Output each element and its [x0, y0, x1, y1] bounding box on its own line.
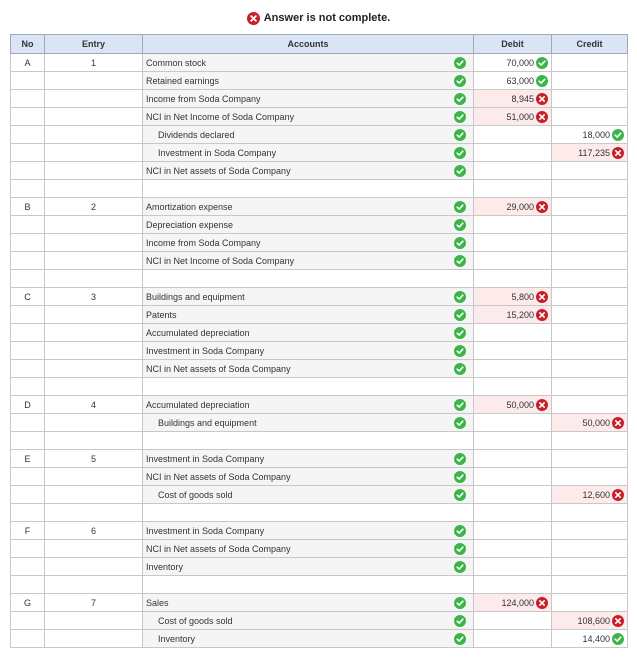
- check-circle-icon: [454, 309, 466, 321]
- row-no-cell: [11, 342, 45, 360]
- spacer-cell: [45, 432, 143, 450]
- credit-value: 14,400: [582, 633, 610, 644]
- check-circle-icon: [454, 327, 466, 339]
- row-no-cell: [11, 306, 45, 324]
- account-name: Sales: [146, 597, 169, 608]
- journal-entries-table: [10, 34, 628, 648]
- account-name: Buildings and equipment: [146, 291, 245, 302]
- credit-input[interactable]: [552, 414, 628, 432]
- row-entry-cell: 7: [45, 594, 143, 612]
- row-entry-cell: [45, 324, 143, 342]
- credit-value: 108,600: [577, 615, 610, 626]
- row-entry-cell: [45, 234, 143, 252]
- account-select[interactable]: [143, 54, 474, 72]
- debit-value: 50,000: [506, 399, 534, 410]
- spacer-cell: [552, 432, 628, 450]
- table-header-row: [11, 35, 628, 54]
- credit-input[interactable]: [552, 252, 628, 270]
- account-select[interactable]: [143, 306, 474, 324]
- account-name: Investment in Soda Company: [146, 453, 265, 464]
- account-select[interactable]: [143, 324, 474, 342]
- col-header-credit: Credit: [552, 35, 628, 54]
- credit-input[interactable]: [552, 468, 628, 486]
- row-no-cell: [11, 90, 45, 108]
- check-circle-icon: [454, 525, 466, 537]
- credit-input[interactable]: [552, 522, 628, 540]
- table-row: [11, 72, 628, 90]
- debit-input[interactable]: [474, 252, 552, 270]
- debit-input[interactable]: [474, 216, 552, 234]
- account-name: Retained earnings: [146, 75, 220, 86]
- spacer-cell: [11, 504, 45, 522]
- credit-input[interactable]: [552, 342, 628, 360]
- spacer-cell: [552, 504, 628, 522]
- account-name: NCI in Net assets of Soda Company: [146, 471, 291, 482]
- credit-input[interactable]: [552, 612, 628, 630]
- account-name: NCI in Net Income of Soda Company: [146, 111, 295, 122]
- spacer-cell: [143, 378, 474, 396]
- table-row: [11, 216, 628, 234]
- spacer-cell: [143, 180, 474, 198]
- row-no-cell: G: [11, 594, 45, 612]
- debit-input[interactable]: [474, 612, 552, 630]
- credit-input[interactable]: [552, 450, 628, 468]
- row-no-cell: B: [11, 198, 45, 216]
- table-row: [11, 558, 628, 576]
- check-circle-icon: [454, 597, 466, 609]
- credit-input[interactable]: [552, 144, 628, 162]
- spacer-cell: [11, 270, 45, 288]
- account-select[interactable]: [143, 72, 474, 90]
- row-no-cell: [11, 630, 45, 648]
- row-no-cell: [11, 558, 45, 576]
- x-circle-icon: [612, 615, 624, 627]
- table-row: [11, 288, 628, 306]
- table-row: [11, 324, 628, 342]
- account-select[interactable]: [143, 126, 474, 144]
- account-name: Income from Soda Company: [146, 93, 261, 104]
- row-entry-cell: [45, 342, 143, 360]
- row-entry-cell: [45, 90, 143, 108]
- credit-input[interactable]: [552, 306, 628, 324]
- table-row: [11, 396, 628, 414]
- table-row: [11, 54, 628, 72]
- credit-input[interactable]: [552, 630, 628, 648]
- account-select[interactable]: [143, 630, 474, 648]
- table-row: [11, 630, 628, 648]
- check-circle-icon: [454, 237, 466, 249]
- table-row: [11, 414, 628, 432]
- account-select[interactable]: [143, 108, 474, 126]
- credit-input[interactable]: [552, 126, 628, 144]
- row-no-cell: [11, 612, 45, 630]
- debit-input[interactable]: [474, 450, 552, 468]
- row-no-cell: E: [11, 450, 45, 468]
- spacer-cell: [552, 378, 628, 396]
- row-entry-cell: [45, 360, 143, 378]
- spacer-row: [11, 180, 628, 198]
- spacer-row: [11, 270, 628, 288]
- spacer-cell: [11, 576, 45, 594]
- debit-input[interactable]: [474, 522, 552, 540]
- row-entry-cell: [45, 252, 143, 270]
- spacer-cell: [11, 378, 45, 396]
- credit-value: 50,000: [582, 417, 610, 428]
- spacer-cell: [143, 270, 474, 288]
- check-circle-icon: [454, 165, 466, 177]
- table-row: [11, 90, 628, 108]
- debit-input[interactable]: [474, 324, 552, 342]
- check-circle-icon: [454, 561, 466, 573]
- row-entry-cell: [45, 126, 143, 144]
- spacer-cell: [552, 270, 628, 288]
- x-circle-icon: [536, 399, 548, 411]
- row-entry-cell: 3: [45, 288, 143, 306]
- account-name: Accumulated depreciation: [146, 399, 250, 410]
- x-circle-icon: [247, 12, 260, 25]
- check-circle-icon: [454, 417, 466, 429]
- debit-input[interactable]: [474, 360, 552, 378]
- x-circle-icon: [612, 147, 624, 159]
- row-no-cell: [11, 144, 45, 162]
- account-select[interactable]: [143, 162, 474, 180]
- check-circle-icon: [454, 219, 466, 231]
- table-row: [11, 252, 628, 270]
- debit-value: 15,200: [506, 309, 534, 320]
- check-circle-icon: [454, 399, 466, 411]
- spacer-cell: [45, 180, 143, 198]
- account-name: Accumulated depreciation: [146, 327, 250, 338]
- debit-value: 5,800: [511, 291, 534, 302]
- account-name: Income from Soda Company: [146, 237, 261, 248]
- row-no-cell: [11, 414, 45, 432]
- credit-input[interactable]: [552, 486, 628, 504]
- check-circle-icon: [454, 129, 466, 141]
- row-no-cell: F: [11, 522, 45, 540]
- row-no-cell: [11, 324, 45, 342]
- spacer-cell: [474, 270, 552, 288]
- spacer-cell: [143, 432, 474, 450]
- table-row: [11, 108, 628, 126]
- row-no-cell: [11, 126, 45, 144]
- spacer-row: [11, 432, 628, 450]
- account-name: Dividends declared: [158, 129, 235, 140]
- debit-input[interactable]: [474, 126, 552, 144]
- debit-input[interactable]: [474, 306, 552, 324]
- row-entry-cell: [45, 144, 143, 162]
- table-row: [11, 540, 628, 558]
- row-entry-cell: [45, 612, 143, 630]
- debit-value: 124,000: [501, 597, 534, 608]
- x-circle-icon: [536, 111, 548, 123]
- check-circle-icon: [454, 363, 466, 375]
- row-no-cell: [11, 540, 45, 558]
- debit-input[interactable]: [474, 414, 552, 432]
- row-entry-cell: [45, 468, 143, 486]
- debit-input[interactable]: [474, 162, 552, 180]
- debit-value: 8,945: [511, 93, 534, 104]
- check-circle-icon: [454, 489, 466, 501]
- check-circle-icon: [454, 291, 466, 303]
- account-select[interactable]: [143, 486, 474, 504]
- spacer-row: [11, 378, 628, 396]
- row-entry-cell: 2: [45, 198, 143, 216]
- row-entry-cell: [45, 306, 143, 324]
- account-select[interactable]: [143, 522, 474, 540]
- check-circle-icon: [454, 345, 466, 357]
- account-select[interactable]: [143, 594, 474, 612]
- x-circle-icon: [536, 309, 548, 321]
- spacer-cell: [45, 378, 143, 396]
- credit-input[interactable]: [552, 396, 628, 414]
- debit-input[interactable]: [474, 234, 552, 252]
- credit-input[interactable]: [552, 360, 628, 378]
- row-no-cell: [11, 72, 45, 90]
- x-circle-icon: [536, 93, 548, 105]
- debit-value: 29,000: [506, 201, 534, 212]
- row-no-cell: [11, 486, 45, 504]
- debit-value: 63,000: [506, 75, 534, 86]
- table-row: [11, 450, 628, 468]
- spacer-row: [11, 576, 628, 594]
- row-entry-cell: 4: [45, 396, 143, 414]
- row-entry-cell: [45, 162, 143, 180]
- account-select[interactable]: [143, 342, 474, 360]
- debit-input[interactable]: [474, 540, 552, 558]
- credit-value: 12,600: [582, 489, 610, 500]
- debit-input[interactable]: [474, 54, 552, 72]
- account-select[interactable]: [143, 144, 474, 162]
- check-circle-icon: [454, 255, 466, 267]
- check-circle-icon: [454, 471, 466, 483]
- credit-input[interactable]: [552, 234, 628, 252]
- account-name: Inventory: [158, 633, 196, 644]
- table-row: [11, 360, 628, 378]
- credit-input[interactable]: [552, 594, 628, 612]
- table-row: [11, 486, 628, 504]
- account-name: Investment in Soda Company: [146, 345, 265, 356]
- table-row: [11, 306, 628, 324]
- credit-input[interactable]: [552, 324, 628, 342]
- spacer-cell: [143, 504, 474, 522]
- spacer-cell: [11, 180, 45, 198]
- table-row: [11, 594, 628, 612]
- debit-input[interactable]: [474, 108, 552, 126]
- check-circle-icon: [454, 75, 466, 87]
- debit-input[interactable]: [474, 558, 552, 576]
- check-circle-icon: [612, 129, 624, 141]
- x-circle-icon: [536, 291, 548, 303]
- debit-input[interactable]: [474, 72, 552, 90]
- account-select[interactable]: [143, 558, 474, 576]
- credit-value: 117,235: [578, 147, 610, 158]
- col-header-debit: Debit: [474, 35, 552, 54]
- row-no-cell: [11, 252, 45, 270]
- account-name: NCI in Net assets of Soda Company: [146, 543, 291, 554]
- debit-value: 70,000: [506, 57, 534, 68]
- row-entry-cell: [45, 414, 143, 432]
- check-circle-icon: [454, 201, 466, 213]
- row-entry-cell: 1: [45, 54, 143, 72]
- account-select[interactable]: [143, 612, 474, 630]
- credit-input[interactable]: [552, 288, 628, 306]
- spacer-row: [11, 504, 628, 522]
- debit-input[interactable]: [474, 468, 552, 486]
- spacer-cell: [143, 576, 474, 594]
- account-name: Cost of goods sold: [158, 615, 233, 626]
- check-circle-icon: [536, 57, 548, 69]
- account-name: NCI in Net Income of Soda Company: [146, 255, 295, 266]
- account-name: Buildings and equipment: [158, 417, 257, 428]
- row-no-cell: [11, 360, 45, 378]
- row-entry-cell: [45, 486, 143, 504]
- account-name: Patents: [146, 309, 177, 320]
- row-no-cell: [11, 216, 45, 234]
- debit-value: 51,000: [506, 111, 534, 122]
- spacer-cell: [474, 180, 552, 198]
- spacer-cell: [552, 576, 628, 594]
- credit-input[interactable]: [552, 540, 628, 558]
- col-header-entry: Entry: [45, 35, 143, 54]
- account-select[interactable]: [143, 396, 474, 414]
- debit-input[interactable]: [474, 198, 552, 216]
- credit-value: 18,000: [582, 129, 610, 140]
- debit-input[interactable]: [474, 144, 552, 162]
- col-header-accounts: Accounts: [143, 35, 474, 54]
- account-name: Amortization expense: [146, 201, 233, 212]
- spacer-cell: [552, 180, 628, 198]
- spacer-cell: [474, 378, 552, 396]
- account-select[interactable]: [143, 90, 474, 108]
- check-circle-icon: [454, 93, 466, 105]
- credit-input[interactable]: [552, 558, 628, 576]
- row-no-cell: [11, 162, 45, 180]
- spacer-cell: [474, 432, 552, 450]
- check-circle-icon: [612, 633, 624, 645]
- row-entry-cell: [45, 630, 143, 648]
- x-circle-icon: [612, 489, 624, 501]
- credit-input[interactable]: [552, 90, 628, 108]
- table-row: [11, 162, 628, 180]
- debit-input[interactable]: [474, 288, 552, 306]
- account-select[interactable]: [143, 198, 474, 216]
- row-entry-cell: [45, 540, 143, 558]
- account-name: Cost of goods sold: [158, 489, 233, 500]
- check-circle-icon: [454, 453, 466, 465]
- check-circle-icon: [454, 615, 466, 627]
- account-name: Common stock: [146, 57, 207, 68]
- account-select[interactable]: [143, 252, 474, 270]
- account-select[interactable]: [143, 540, 474, 558]
- spacer-cell: [45, 576, 143, 594]
- account-name: Depreciation expense: [146, 219, 234, 230]
- spacer-cell: [474, 504, 552, 522]
- row-entry-cell: [45, 216, 143, 234]
- check-circle-icon: [454, 111, 466, 123]
- x-circle-icon: [612, 417, 624, 429]
- table-row: [11, 612, 628, 630]
- account-select[interactable]: [143, 450, 474, 468]
- debit-input[interactable]: [474, 486, 552, 504]
- check-circle-icon: [454, 147, 466, 159]
- check-circle-icon: [454, 543, 466, 555]
- account-name: NCI in Net assets of Soda Company: [146, 165, 291, 176]
- credit-input[interactable]: [552, 54, 628, 72]
- debit-input[interactable]: [474, 396, 552, 414]
- account-select[interactable]: [143, 234, 474, 252]
- row-no-cell: C: [11, 288, 45, 306]
- table-row: [11, 198, 628, 216]
- spacer-cell: [474, 576, 552, 594]
- account-name: Investment in Soda Company: [158, 147, 277, 158]
- table-row: [11, 468, 628, 486]
- account-name: Inventory: [146, 561, 184, 572]
- debit-input[interactable]: [474, 630, 552, 648]
- row-no-cell: [11, 108, 45, 126]
- credit-input[interactable]: [552, 108, 628, 126]
- debit-input[interactable]: [474, 342, 552, 360]
- account-select[interactable]: [143, 360, 474, 378]
- credit-input[interactable]: [552, 72, 628, 90]
- check-circle-icon: [536, 75, 548, 87]
- debit-input[interactable]: [474, 90, 552, 108]
- spacer-cell: [45, 270, 143, 288]
- row-entry-cell: 5: [45, 450, 143, 468]
- credit-input[interactable]: [552, 216, 628, 234]
- account-select[interactable]: [143, 414, 474, 432]
- x-circle-icon: [536, 597, 548, 609]
- row-entry-cell: [45, 108, 143, 126]
- banner-text: Answer is not complete.: [263, 12, 391, 24]
- row-no-cell: A: [11, 54, 45, 72]
- account-name: Investment in Soda Company: [146, 525, 265, 536]
- row-no-cell: D: [11, 396, 45, 414]
- credit-input[interactable]: [552, 162, 628, 180]
- spacer-cell: [11, 432, 45, 450]
- check-circle-icon: [454, 633, 466, 645]
- table-row: [11, 144, 628, 162]
- table-row: [11, 522, 628, 540]
- row-no-cell: [11, 468, 45, 486]
- row-no-cell: [11, 234, 45, 252]
- account-select[interactable]: [143, 288, 474, 306]
- credit-input[interactable]: [552, 198, 628, 216]
- spacer-cell: [45, 504, 143, 522]
- check-circle-icon: [454, 57, 466, 69]
- answer-status-banner: [0, 8, 637, 28]
- col-header-no: No: [11, 35, 45, 54]
- table-row: [11, 342, 628, 360]
- account-select[interactable]: [143, 216, 474, 234]
- x-circle-icon: [536, 201, 548, 213]
- table-row: [11, 234, 628, 252]
- row-entry-cell: [45, 558, 143, 576]
- debit-input[interactable]: [474, 594, 552, 612]
- account-name: NCI in Net assets of Soda Company: [146, 363, 291, 374]
- row-entry-cell: [45, 72, 143, 90]
- row-entry-cell: 6: [45, 522, 143, 540]
- account-select[interactable]: [143, 468, 474, 486]
- table-row: [11, 126, 628, 144]
